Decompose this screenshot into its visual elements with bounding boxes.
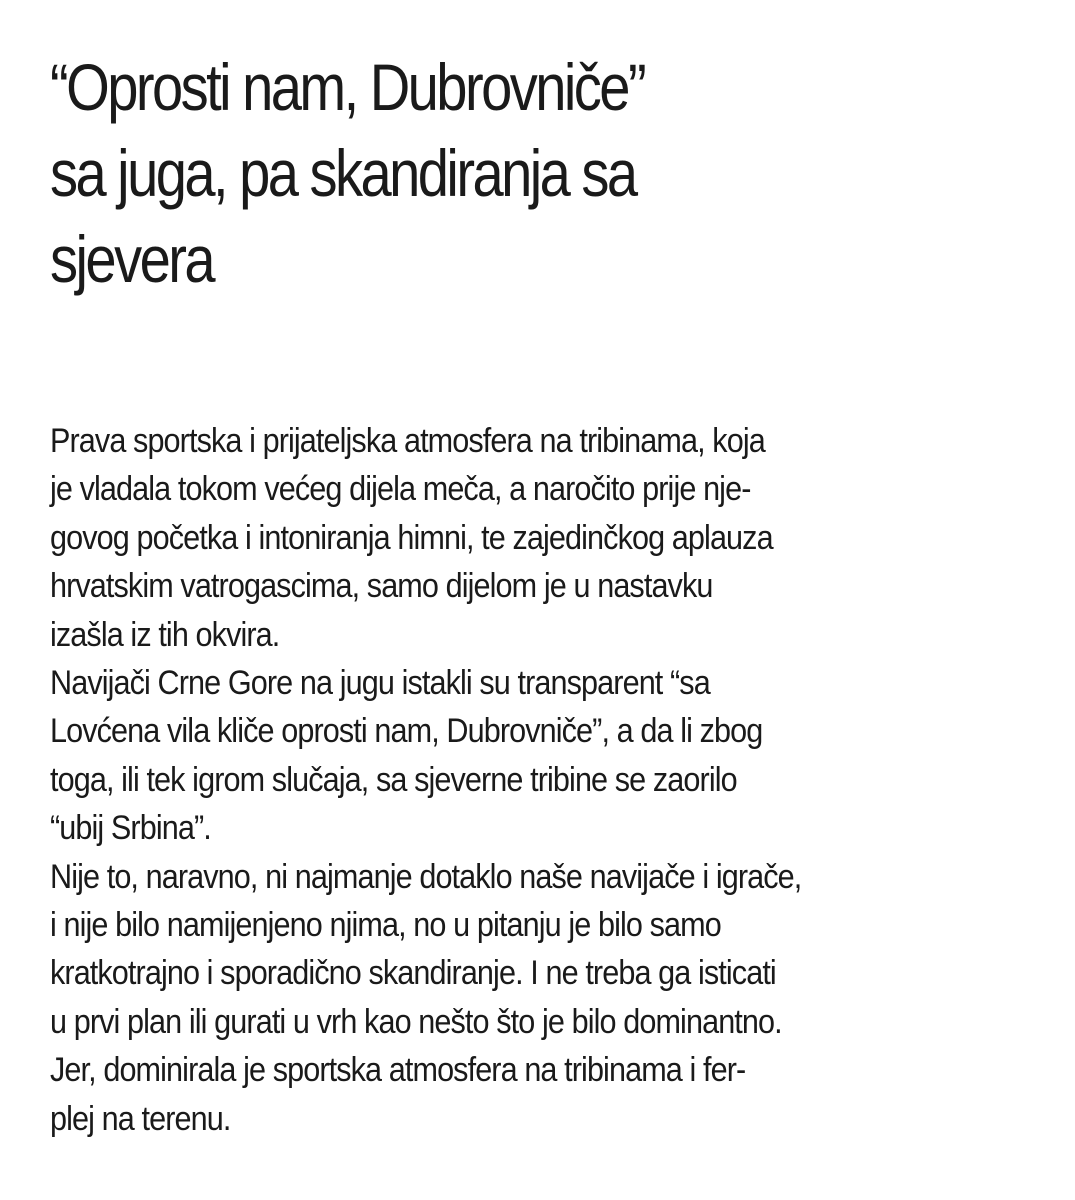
body-line: plej na terenu. bbox=[50, 1099, 231, 1138]
body-line: Prava sportska i prijateljska atmosfera na tribinama, koja bbox=[50, 422, 765, 460]
body-line: Lovćena vila kliče oprosti nam, Dubrovniče”, a da li zbog bbox=[50, 712, 763, 751]
body-line: Jer, dominirala je sportska atmosfera na tribinama i fer- bbox=[50, 1051, 746, 1090]
article-headline bbox=[50, 44, 900, 302]
body-line: u prvi plan ili gurati u vrh kao nešto što je bilo dominantno. bbox=[50, 1002, 782, 1041]
body-line: je vladala tokom većeg dijela meča, a naročito prije nje- bbox=[50, 470, 751, 509]
body-line: i nije bilo namijenjeno njima, no u pitanju je bilo samo bbox=[50, 906, 721, 945]
body-line: kratkotrajno i sporadično skandiranje. I ne treba ga isticati bbox=[50, 954, 776, 993]
headline-line: sa juga, pa skandiranja sa bbox=[50, 136, 636, 210]
body-line: hrvatskim vatrogascima, samo dijelom je u nastavku bbox=[50, 567, 713, 606]
body-line: govog početka i intoniranja himni, te zajedinčkog aplauza bbox=[50, 518, 773, 557]
headline-line: sjevera bbox=[50, 222, 214, 296]
headline-line: “Oprosti nam, Dubrovniče” bbox=[50, 50, 645, 124]
body-line: Nije to, naravno, ni najmanje dotaklo naše navijače i igrače, bbox=[50, 857, 802, 896]
body-line: “ubij Srbina”. bbox=[50, 809, 211, 848]
body-line: izašla iz tih okvira. bbox=[50, 615, 280, 654]
article-body bbox=[50, 417, 1040, 1143]
body-line: Navijači Crne Gore na jugu istakli su transparent “sa bbox=[50, 664, 710, 703]
body-line: toga, ili tek igrom slučaja, sa sjeverne tribine se zaorilo bbox=[50, 760, 737, 799]
